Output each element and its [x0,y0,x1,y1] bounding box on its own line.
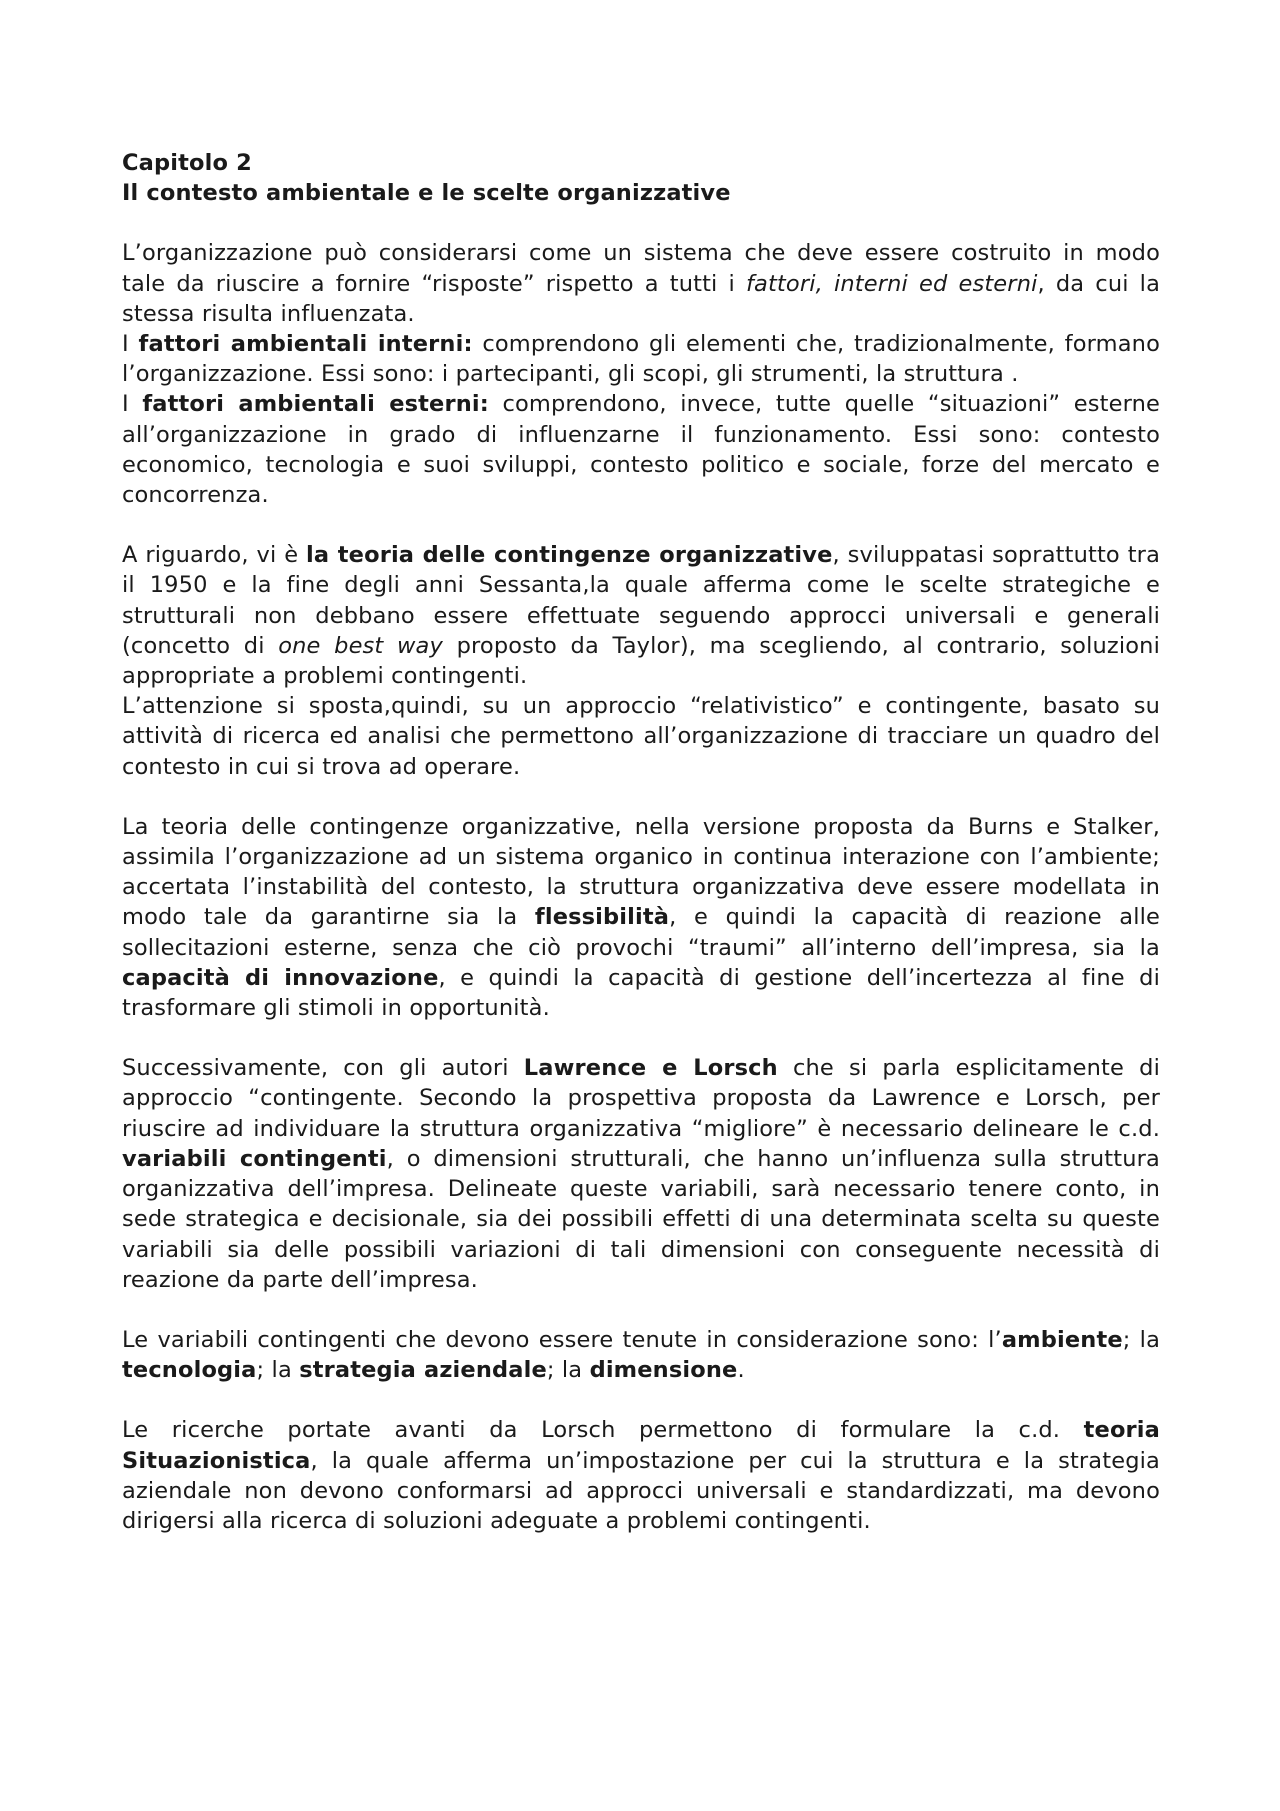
contingency-paragraph-2: L’attenzione si sposta,quindi, su un approccio “relativistico” e contingente, basato su attività di ricerca ed analisi che permettono all’organizzazione di tracciare un quadro del contesto in cui si trova ad operare. [122,693,1160,780]
intro-paragraph-3: I fattori ambientali esterni: comprendono, invece, tutte quelle “situazioni” esterne all’organizzazione in grado di influenzarne il funzionamento. Essi sono: contesto economico, tecnologia e suoi sviluppi, contesto politico e sociale, forze del mercato e concorrenza. [122,391,1160,509]
intro-paragraph-1: L’organizzazione può considerarsi come un sistema che deve essere costruito in modo tale da riuscire a fornire “risposte” rispetto a tutti i fattori, interni ed esterni, da cui la stessa risulta influenzata. [122,240,1161,327]
variables-paragraph: Le variabili contingenti che devono essere tenute in considerazione sono: l’ambiente; la tecnologia; la strategia aziendale; la dimensione. [122,1326,1161,1384]
document-page [122,148,1160,1536]
burns-stalker-paragraph: La teoria delle contingenze organizzative, nella versione proposta da Burns e Stalker, assimila l’organizzazione ad un sistema organico in continua interazione con l’ambiente; accertata l’instabilità del contesto, la struttura organizzativa deve essere modellata in modo tale da garantirne sia la flessibilità, e quindi la capacità di reazione alle sollecitazioni esterne, senza che ciò provochi “traumi” all’interno dell’impresa, sia la capacità di innovazione, e quindi la capacità di gestione dell’incertezza al fine di trasformare gli stimoli in opportunità. [122,813,1160,1022]
chapter-title: Il contesto ambientale e le scelte organizzative [122,180,731,207]
chapter-number: Capitolo 2 [122,150,252,176]
contingency-paragraph-1: A riguardo, vi è la teoria delle contingenze organizzative, sviluppatasi soprattutto tra il 1950 e la fine degli anni Sessanta,la quale afferma come le scelte strategiche e strutturali non debbano essere effettuate seguendo approcci universali e generali (concetto di one best way proposto da Taylor), ma scegliendo, al contrario, soluzioni appropriate a problemi contingenti. [122,542,1161,690]
lawrence-lorsch-paragraph: Successivamente, con gli autori Lawrence e Lorsch che si parla esplicitamente di approccio “contingente. Secondo la prospettiva proposta da Lawrence e Lorsch, per riuscire ad individuare la struttura organizzativa “migliore” è necessario delineare le c.d. variabili contingenti, o dimensioni strutturali, che hanno un’influenza sulla struttura organizzativa dell’impresa. Delineate queste variabili, sarà necessario tenere conto, in sede strategica e decisionale, sia dei possibili effetti di una determinata scelta su queste variabili sia delle possibili variazioni di tali dimensioni con conseguente necessità di reazione da parte dell’impresa. [122,1055,1160,1293]
intro-paragraph-2: I fattori ambientali interni: comprendono gli elementi che, tradizionalmente, formano l’organizzazione. Essi sono: i partecipanti, gli scopi, gli strumenti, la struttura . [122,331,1160,388]
situational-theory-paragraph: Le ricerche portate avanti da Lorsch permettono di formulare la c.d. teoria Situazionistica, la quale afferma un’impostazione per cui la struttura e la strategia aziendale non devono conformarsi ad approcci universali e standardizzati, ma devono dirigersi alla ricerca di soluzioni adeguate a problemi contingenti. [122,1417,1160,1534]
